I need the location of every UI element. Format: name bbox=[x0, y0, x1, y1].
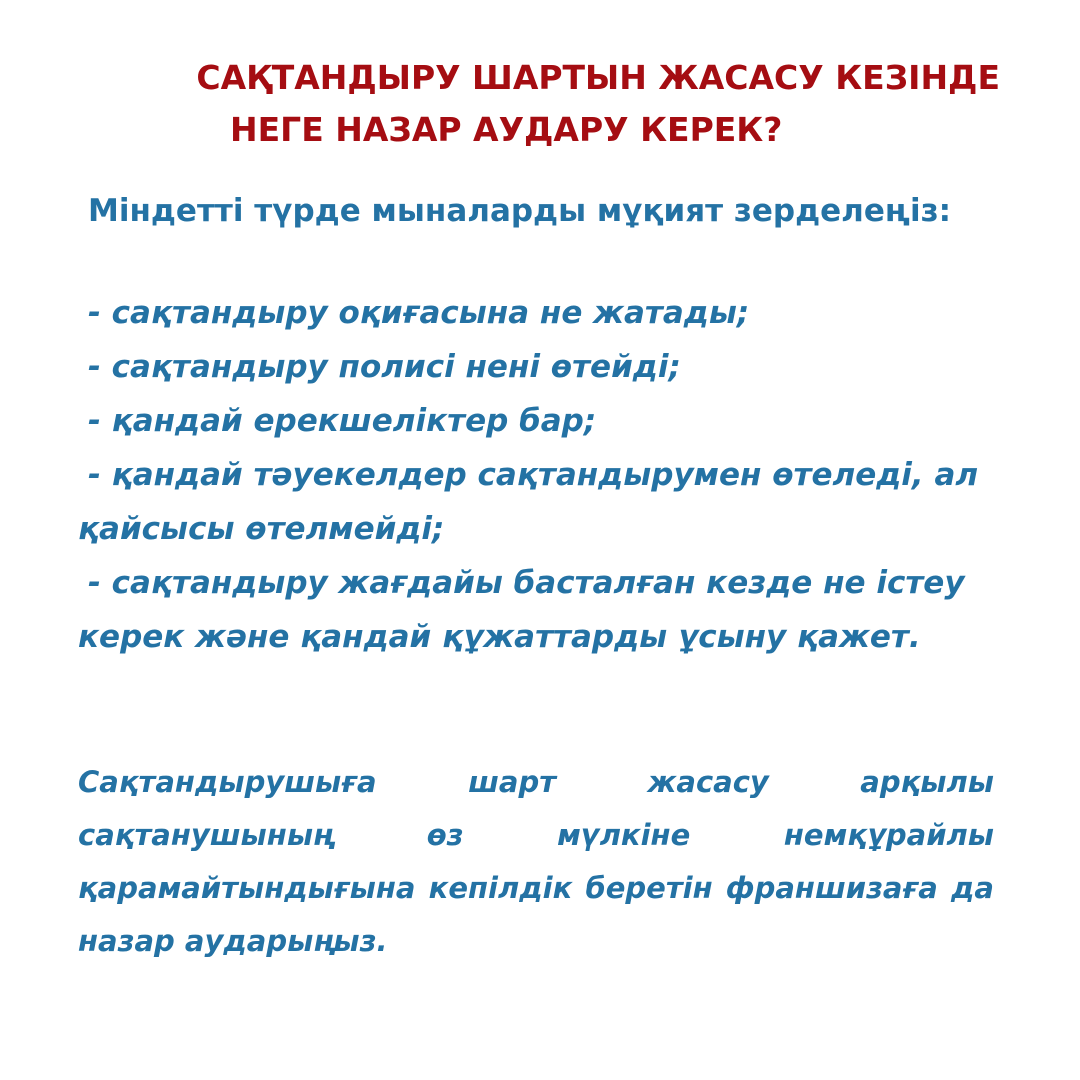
intro-heading: Міндетті түрде мыналарды мұқият зерделеңіз: bbox=[88, 193, 951, 229]
title-line-1: САҚТАНДЫРУ ШАРТЫН ЖАСАСУ КЕЗІНДЕ bbox=[196, 58, 1000, 97]
intro-text bbox=[78, 184, 998, 238]
list-item: - сақтандыру оқиғасына не жатады; bbox=[88, 295, 750, 331]
list-item: - қандай ерекшеліктер бар; bbox=[88, 403, 597, 439]
list-item: - сақтандыру полисі нені өтейді; bbox=[88, 349, 681, 385]
title-line-2: НЕГЕ НАЗАР АУДАРУ КЕРЕК? bbox=[230, 110, 783, 149]
franchise-note: Сақтандырушыға шарт жасасу арқылы сақтанушының өз мүлкіне немқұрайлы қарамайтындығына кепілдік беретін франшизаға да назар аударыңыз. bbox=[78, 765, 994, 958]
checklist bbox=[78, 286, 998, 664]
list-item: - сақтандыру жағдайы басталған кезде не істеу керек және қандай құжаттарды ұсыну қажет. bbox=[78, 565, 965, 655]
list-item: - қандай тәуекелдер сақтандырумен өтеледі, ал қайсысы өтелмейді; bbox=[78, 457, 979, 547]
